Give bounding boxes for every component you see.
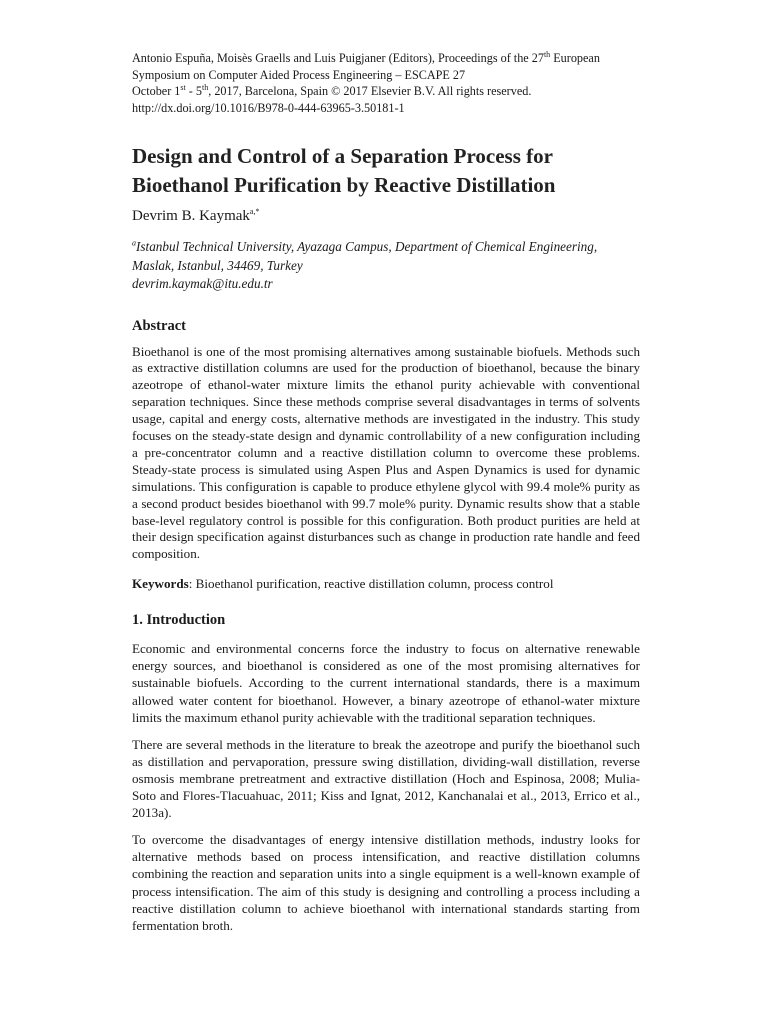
- abstract-text: Bioethanol is one of the most promising alternatives among sustainable biofuels. Methods such as extractive distillation columns are used for the production of bioethanol, because the binary azeotrope of ethanol-water mixture limits the ethanol purity achievable with conventional separation techniques. Since these methods comprise several disadvantages in terms of solvents usage, capital and energy costs, alternative methods are investigated in the industry. This study focuses on the steady-state design and dynamic controllability of a new configuration including a pre-concentrator column and a reactive distillation column to overcome these problems. Steady-state process is simulated using Aspen Plus and Aspen Dynamics is used for dynamic simulations. This configuration is capable to produce ethylene glycol with 99.4 mole% purity as a second product besides bioethanol with 99.7 mole% purity. Dynamic results show that a stable base-level regulatory control is possible for this configuration. Both product purities are held at their design specification against disturbances such as change in production rate handle and feed composition.: [132, 343, 640, 562]
- header-ordinal: th: [543, 49, 551, 59]
- keywords-label: Keywords: [132, 576, 189, 592]
- author-name: Devrim B. Kaymak: [132, 208, 250, 224]
- doi-link[interactable]: http://dx.doi.org/10.1016/B978-0-444-63965-3.50181-1: [132, 100, 405, 115]
- header-european: European: [550, 51, 600, 65]
- intro-paragraph-1: Economic and environmental concerns force the industry to focus on alternative renewable energy sources, and bioethanol is considered as one of the most promising alternatives for sustainable biofuels. According to the current international standards, there is a maximum allowed water content for bioethanol. However, a binary azeotrope of ethanol-water mixture limits the maximum ethanol purity achievable with the traditional separation techniques.: [132, 641, 640, 725]
- header-date-start: October 1: [132, 84, 181, 98]
- affiliation: [132, 238, 640, 294]
- author-email[interactable]: devrim.kaymak@itu.edu.tr: [132, 276, 273, 291]
- keywords-list: : Bioethanol purification, reactive distillation column, process control: [188, 576, 554, 592]
- intro-paragraph-3: To overcome the disadvantages of energy intensive distillation methods, industry looks for alternative methods based on process intensification, and reactive distillation columns combining the reaction and separation units into a single equipment is a well-known example of process intensification. The aim of this study is designing and controlling a process including a reactive distillation column to achieve bioethanol with international standards starting from fermentation broth.: [132, 832, 640, 933]
- paper-title: Design and Control of a Separation Process for Bioethanol Purification by Reactive Distillation: [132, 144, 556, 197]
- intro-paragraph-2: There are several methods in the literature to break the azeotrope and purify the bioethanol such as distillation and pervaporation, pressure swing distillation, dividing-wall distillation, reverse osmosis membrane pretreatment and extractive distillation (Hoch and Espinosa, 2008; Mulia-Soto and Flores-Tlacuahuac, 2011; Kiss and Ignat, 2012, Kanchanalai et al., 2013, Errico et al., 2013a).: [132, 736, 640, 821]
- abstract-heading: Abstract: [132, 317, 186, 334]
- keywords: [132, 575, 640, 592]
- header-editors: Antonio Espuña, Moisès Graells and Luis Puigjaner (Editors), Proceedings of the 27: [132, 51, 544, 65]
- affiliation-line-1: [132, 238, 640, 257]
- header-date-sup-2: th: [202, 82, 209, 92]
- affiliation-line-2: Maslak, Istanbul, 34469, Turkey: [132, 257, 303, 273]
- affiliation-institution: Istanbul Technical University, Ayazaga Campus, Department of Chemical Engineering,: [136, 239, 598, 254]
- header-date-mid: - 5: [185, 84, 202, 98]
- header-date-sup-1: st: [180, 82, 186, 92]
- affiliation-mark: a: [132, 238, 136, 248]
- header-line-2: Symposium on Computer Aided Process Engineering – ESCAPE 27: [132, 67, 466, 82]
- introduction-heading: 1. Introduction: [132, 612, 226, 629]
- author: [132, 206, 640, 226]
- header-line-1: [132, 50, 640, 67]
- header-line-3: [132, 83, 640, 100]
- proceedings-header: [132, 50, 640, 116]
- header-copyright: , 2017, Barcelona, Spain © 2017 Elsevier B.V. All rights reserved.: [208, 84, 532, 98]
- author-marks: a,*: [249, 207, 260, 216]
